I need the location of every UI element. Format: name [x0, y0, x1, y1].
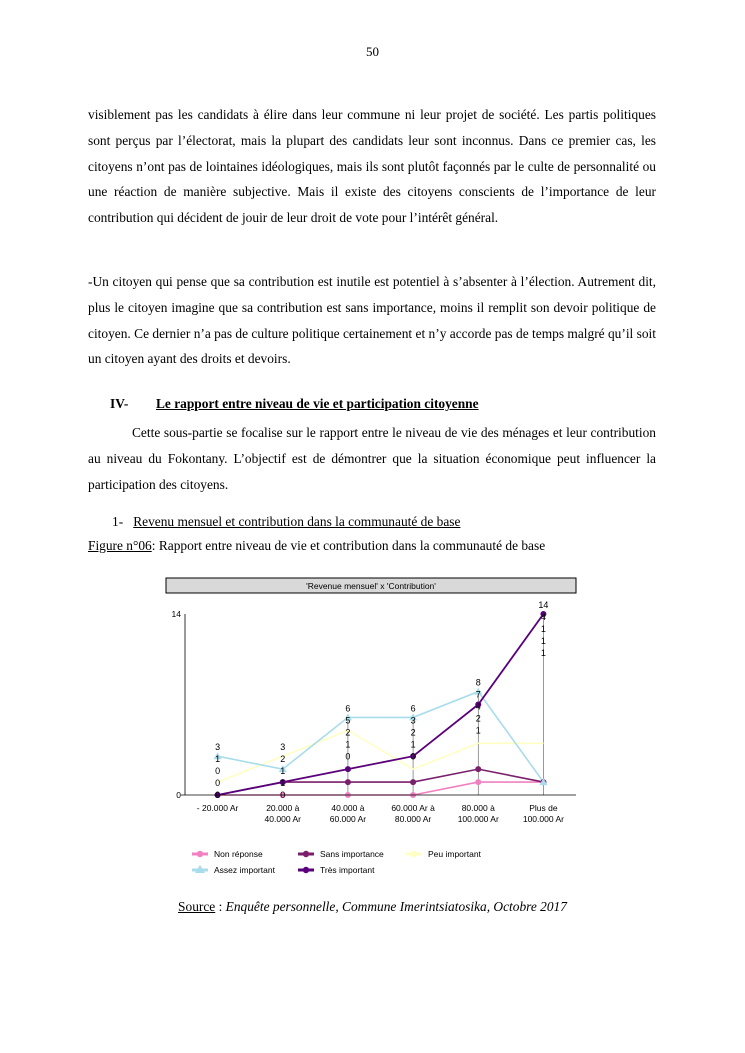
- legend-label: Très important: [320, 865, 375, 875]
- data-point: [475, 779, 481, 785]
- data-label: 0: [215, 790, 221, 801]
- data-label: 1: [280, 778, 286, 789]
- section-title: Le rapport entre niveau de vie et participation citoyenne: [156, 396, 479, 411]
- legend-item: [298, 865, 375, 875]
- series-line: [218, 614, 544, 795]
- legend-item: [192, 849, 263, 859]
- data-label: 0: [345, 751, 351, 762]
- data-label: 3: [215, 742, 221, 753]
- data-label: 7: [475, 689, 481, 700]
- subsection-heading: [112, 514, 460, 530]
- source-text: Enquête personnelle, Commune Imerintsiatosika, Octobre 2017: [225, 899, 567, 914]
- data-label: 1: [215, 754, 221, 765]
- x-tick-label: 60.000 Ar à 80.000 Ar: [391, 803, 435, 824]
- data-label: 4: [475, 701, 481, 712]
- subsection-number: 1-: [112, 514, 124, 529]
- source-label: Source: [178, 899, 216, 914]
- data-label: 1: [540, 636, 546, 646]
- x-tick-label: - 20.000 Ar: [196, 803, 239, 813]
- legend-item: [406, 849, 482, 859]
- legend-label: Non réponse: [214, 849, 263, 859]
- section-number: IV-: [110, 396, 129, 411]
- legend-marker: [411, 851, 417, 857]
- data-label: 6: [345, 703, 351, 714]
- source-separator: :: [215, 899, 226, 914]
- data-label: 1: [280, 766, 286, 777]
- subsection-title: Revenu mensuel et contribution dans la communauté de base: [133, 514, 461, 529]
- series-line: [218, 782, 544, 795]
- y-tick-label: 14: [171, 609, 181, 619]
- data-point: [345, 779, 351, 785]
- x-tick-label: 80.000 à 100.000 Ar: [457, 803, 499, 824]
- legend-label: Peu important: [428, 849, 481, 859]
- data-label: 0: [215, 766, 221, 777]
- figure-source: [0, 899, 745, 915]
- data-label: 8: [475, 677, 481, 688]
- data-point: [410, 779, 416, 785]
- legend-item: [298, 849, 384, 859]
- legend-marker: [303, 851, 309, 857]
- data-label: 6: [410, 703, 416, 714]
- data-point: [475, 766, 481, 772]
- legend-marker: [197, 851, 203, 857]
- x-tick-label: Plus de 100.000 Ar: [522, 803, 564, 824]
- series-line: [218, 689, 544, 783]
- data-point: [345, 766, 351, 772]
- series-line: [218, 730, 544, 782]
- data-label: 2: [475, 713, 481, 724]
- data-label: 1: [410, 739, 416, 750]
- figure-label: Figure n°06: [88, 538, 152, 553]
- legend-label: Assez important: [214, 865, 275, 875]
- data-label: 1: [540, 624, 546, 634]
- y-tick-label: 0: [176, 790, 181, 800]
- page-number: 50: [366, 44, 379, 59]
- x-tick-label: 20.000 à 40.000 Ar: [264, 803, 301, 824]
- x-tick-label: 40.000 à 60.000 Ar: [329, 803, 367, 824]
- data-label: 3: [410, 715, 416, 726]
- section-heading: [110, 396, 479, 412]
- data-label: 14: [538, 600, 549, 610]
- legend-marker: [303, 867, 309, 873]
- data-label: 0: [215, 778, 221, 789]
- data-label: 5: [345, 715, 351, 726]
- data-label: 2: [410, 727, 416, 738]
- data-label: 3: [280, 742, 286, 753]
- figure-caption-text: : Rapport entre niveau de vie et contribution dans la communauté de base: [151, 538, 546, 553]
- data-label: 1: [475, 725, 481, 736]
- data-label: 1: [345, 739, 351, 750]
- data-label: 2: [345, 727, 351, 738]
- data-label: 2: [280, 754, 286, 765]
- data-label: 0: [280, 790, 286, 801]
- figure-caption: [88, 538, 545, 554]
- data-label: 1: [540, 648, 546, 658]
- data-label: 0: [410, 751, 416, 762]
- legend-item: [192, 865, 276, 875]
- data-label: 4: [540, 612, 546, 622]
- chart-title: 'Revenue mensuel' x 'Contribution': [306, 581, 436, 591]
- chart-title-bar: [166, 578, 576, 593]
- chart: [160, 574, 590, 884]
- legend-label: Sans importance: [320, 849, 384, 859]
- paragraph-1: visiblement pas les candidats à élire dans leur commune ni leur projet de société. Les partis politiques sont perçus par l’électorat, mais la plupart des candidats leur sont inconnus. Dans ce premier cas, les citoyens n’ont pas de lointaines idéologiques, mais ils sont plutôt façonnés par le culte de personnalité ou une réaction de manière subjective. Mais il existe des citoyens conscients de l’importance de leur contribution qui décident de jouir de leur droit de vote pour l’intérêt général.: [88, 107, 656, 226]
- paragraph-2: -Un citoyen qui pense que sa contribution est inutile est potentiel à s’absenter à l’élection. Autrement dit, plus le citoyen imagine que sa contribution est sans importance, moins il remplit son devoir politique de citoyen. Ce dernier n’a pas de culture politique certainement et n’y accorde pas de temps malgré qu’il soit un citoyen ayant des droits et devoirs.: [88, 274, 656, 367]
- paragraph-3: Cette sous-partie se focalise sur le rapport entre le niveau de vie des ménages et leur contribution au niveau du Fokontany. L’objectif est de démontrer que la situation économique peut influencer la participation des citoyens.: [88, 425, 656, 492]
